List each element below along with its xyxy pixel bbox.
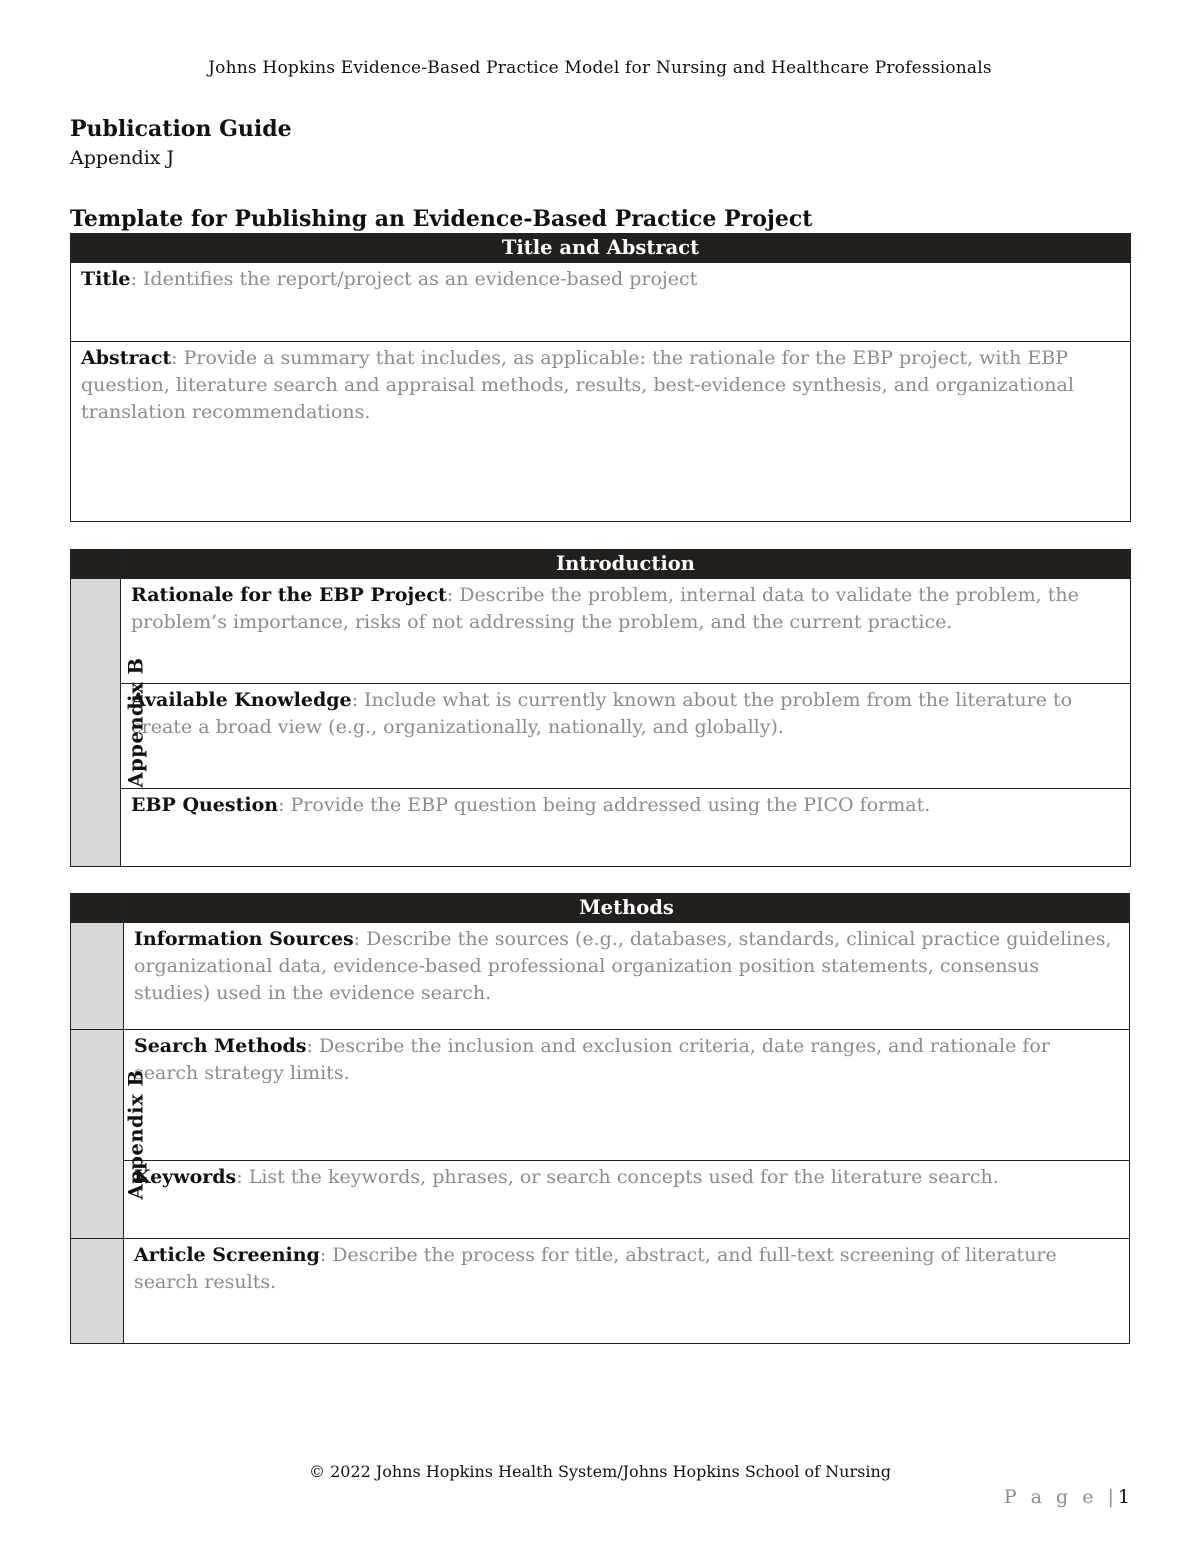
table-row[interactable] (124, 923, 1130, 1030)
table-row[interactable] (121, 579, 1131, 684)
field-label: EBP Question (131, 794, 279, 816)
field-description: Identifies the report/project as an evidence-based project (136, 268, 698, 290)
section-heading: Title and Abstract (71, 234, 1131, 263)
table-row[interactable] (124, 1030, 1130, 1161)
field-separator: : (306, 1035, 313, 1057)
table-row[interactable] (121, 789, 1131, 867)
field-description: Include what is currently known about the problem from the literature to create a broad view (e.g., organizationally, nationally, and globally). (131, 689, 1073, 738)
header-spacer (71, 550, 121, 579)
field-description: List the keywords, phrases, or search concepts used for the literature search. (242, 1166, 999, 1188)
field-description: Provide a summary that includes, as applicable: the rationale for the EBP project, with EBP question, literature search and appraisal methods, results, best-evidence synthesis, and organizational translation recommendations. (81, 347, 1074, 423)
field-separator: : (171, 347, 178, 369)
field-separator: : (353, 928, 361, 950)
table-row[interactable] (71, 342, 1131, 522)
table-row[interactable] (124, 1161, 1130, 1239)
section-heading: Introduction (121, 550, 1131, 579)
page-label: P a g e | (1003, 1486, 1118, 1508)
field-separator: : (319, 1244, 327, 1266)
methods-table (70, 893, 1130, 1344)
field-label: Search Methods (134, 1035, 307, 1057)
field-description: Describe the sources (e.g., databases, standards, clinical practice guidelines, organizational data, evidence-based professional organization position statements, consensus studies) used in the evidence search. (134, 928, 1112, 1004)
appendix-side-label: Appendix B (124, 657, 148, 788)
section-heading: Methods (124, 894, 1130, 923)
field-description: Provide the EBP question being addressed using the PICO format. (284, 794, 931, 816)
appendix-side-cell (71, 579, 148, 867)
field-separator: : (446, 584, 454, 606)
page-title: Publication Guide (70, 116, 292, 142)
field-label: Available Knowledge (131, 689, 352, 711)
table-row[interactable] (71, 263, 1131, 342)
title-abstract-table (70, 233, 1131, 522)
page-number (1004, 1486, 1130, 1508)
field-label: Keywords (134, 1166, 237, 1188)
field-label: Article Screening (134, 1244, 320, 1266)
template-title: Template for Publishing an Evidence-Based Practice Project (70, 206, 813, 232)
footer-copyright: © 2022 Johns Hopkins Health System/Johns Hopkins School of Nursing (308, 1462, 891, 1481)
running-header: Johns Hopkins Evidence-Based Practice Model for Nursing and Healthcare Professionals (208, 58, 992, 78)
field-separator: : (278, 794, 285, 816)
page-number-value: 1 (1117, 1486, 1130, 1508)
field-label: Rationale for the EBP Project (131, 584, 447, 606)
field-label: Abstract (81, 347, 172, 369)
field-separator: : (351, 689, 359, 711)
field-separator: : (236, 1166, 243, 1188)
field-label: Information Sources (134, 928, 354, 950)
table-row[interactable] (124, 1239, 1130, 1344)
field-description: Describe the inclusion and exclusion criteria, date ranges, and rationale for search strategy limits. (134, 1035, 1050, 1084)
introduction-table (70, 549, 1131, 867)
side-cell (71, 923, 124, 1030)
side-cell (71, 1239, 124, 1344)
appendix-side-label: Appendix B (124, 1069, 148, 1199)
table-row[interactable] (121, 684, 1131, 789)
field-description: Describe the process for title, abstract, and full-text screening of literature search results. (134, 1244, 1057, 1293)
appendix-side-cell (71, 1030, 148, 1239)
header-spacer (71, 894, 124, 923)
page-subtitle: Appendix J (70, 147, 175, 169)
field-label: Title (81, 268, 131, 290)
field-separator: : (130, 268, 137, 290)
field-description: Describe the problem, internal data to validate the problem, the problem’s importance, risks of not addressing the problem, and the current practice. (131, 584, 1079, 633)
